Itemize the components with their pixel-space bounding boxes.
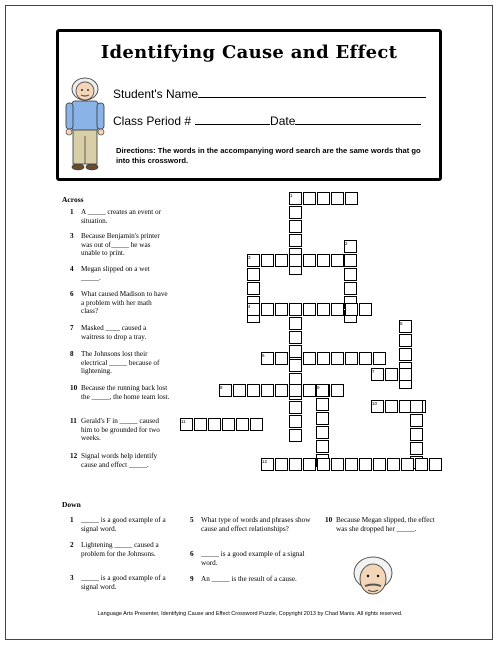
crossword-cell[interactable] [289, 220, 302, 233]
directions: Directions: The words in the accompanying word search are the same words that go into this crossword. [116, 146, 421, 165]
crossword-cell[interactable] [247, 282, 260, 295]
clue-text: What type of words and phrases show cause and effect relationships? [201, 516, 311, 533]
crossword-cell[interactable] [331, 458, 344, 471]
page-title: Identifying Cause and Effect [100, 42, 398, 63]
crossword-cell[interactable] [331, 303, 344, 316]
crossword-cell[interactable] [289, 234, 302, 247]
student-name-line [198, 86, 426, 98]
scientist-face-illustration [350, 553, 396, 603]
crossword-cell[interactable] [303, 384, 316, 397]
crossword-cell[interactable] [289, 384, 302, 397]
clue-text: Lightening _____ caused a problem for the Johnsons. [81, 541, 159, 558]
crossword-cell[interactable] [387, 458, 400, 471]
grid-clue-number: 5 [400, 321, 403, 326]
crossword-cell[interactable] [275, 303, 288, 316]
crossword-cell[interactable] [289, 317, 302, 330]
clue-text: A _____ creates an event or situation. [81, 208, 162, 225]
crossword-cell[interactable] [317, 352, 330, 365]
crossword-cell[interactable] [410, 428, 423, 441]
grid-clue-number: 11 [181, 419, 186, 424]
crossword-cell[interactable] [303, 192, 316, 205]
grid-clue-number: 3 [248, 255, 251, 260]
clue-number: 1 [70, 516, 74, 524]
crossword-cell[interactable] [317, 303, 330, 316]
class-period-line [195, 113, 270, 125]
crossword-cell[interactable] [410, 400, 423, 413]
crossword-cell[interactable] [250, 418, 263, 431]
crossword-cell[interactable] [275, 254, 288, 267]
crossword-cell[interactable] [399, 348, 412, 361]
crossword-cell[interactable] [317, 192, 330, 205]
clue-number: 1 [70, 208, 74, 216]
clue-number: 9 [190, 575, 194, 583]
crossword-cell[interactable] [194, 418, 207, 431]
crossword-cell[interactable] [359, 352, 372, 365]
crossword-cell[interactable] [208, 418, 221, 431]
crossword-cell[interactable] [303, 254, 316, 267]
crossword-cell[interactable] [399, 334, 412, 347]
crossword-cell[interactable] [344, 268, 357, 281]
crossword-cell[interactable] [331, 384, 344, 397]
clue-text: _____ is a good example of a signal word. [201, 550, 305, 567]
clue-number: 5 [190, 516, 194, 524]
clue-text: Because the running back lost the _____, the home team lost. [81, 384, 170, 401]
crossword-cell[interactable] [429, 458, 442, 471]
crossword-cell[interactable] [345, 303, 358, 316]
crossword-cell[interactable] [247, 384, 260, 397]
crossword-cell[interactable] [247, 268, 260, 281]
crossword-cell[interactable] [289, 401, 302, 414]
crossword-cell[interactable] [275, 458, 288, 471]
clue-text: The Johnsons lost their electrical _____ because of lightening. [81, 350, 160, 376]
crossword-cell[interactable] [410, 442, 423, 455]
crossword-cell[interactable] [373, 352, 386, 365]
date-label: Date [270, 114, 296, 128]
clue-text: _____ is a good example of a signal word. [81, 516, 166, 533]
grid-clue-number: 2 [345, 241, 348, 246]
clue-text: _____ is a good example of a signal word. [81, 574, 166, 591]
grid-clue-number: 7 [372, 369, 375, 374]
crossword-cell[interactable] [289, 254, 302, 267]
clue-number: 11 [70, 417, 77, 425]
crossword-cell[interactable] [399, 368, 412, 381]
crossword-cell[interactable] [289, 345, 302, 358]
clue-text: Because Benjamin's printer was out of_____ he was unable to print. [81, 232, 160, 258]
grid-clue-number: 1 [290, 193, 293, 198]
clue-text: Signal words help identify cause and effect _____. [81, 452, 158, 469]
crossword-cell[interactable] [289, 359, 302, 372]
crossword-cell[interactable] [317, 254, 330, 267]
crossword-cell[interactable] [303, 303, 316, 316]
across-heading: Across [62, 195, 84, 204]
crossword-cell[interactable] [344, 282, 357, 295]
crossword-cell[interactable] [261, 303, 274, 316]
clue-number: 4 [70, 265, 74, 273]
crossword-cell[interactable] [275, 352, 288, 365]
crossword-cell[interactable] [345, 192, 358, 205]
clue-text: What caused Madison to have a problem with her math class? [81, 290, 168, 316]
crossword-cell[interactable] [316, 440, 329, 453]
crossword-cell[interactable] [261, 254, 274, 267]
crossword-cell[interactable] [303, 458, 316, 471]
clue-number: 2 [70, 541, 74, 549]
class-period-label: Class Period # [113, 114, 192, 128]
crossword-cell[interactable] [303, 352, 316, 365]
student-name-label: Student's Name [113, 87, 199, 101]
clue-text: Gerald's F in _____ caused him to be grounded for two weeks. [81, 417, 160, 443]
copyright-footer: Language Arts Presenter, Identifying Cause and Effect Crossword Puzzle, Copyright 2013 by Chad Manis. All rights reserved. [97, 611, 403, 617]
crossword-cell[interactable] [289, 206, 302, 219]
grid-clue-number: 8 [220, 385, 223, 390]
crossword-cell[interactable] [261, 384, 274, 397]
crossword-cell[interactable] [316, 412, 329, 425]
down-heading: Down [62, 500, 81, 509]
crossword-cell[interactable] [373, 458, 386, 471]
crossword-cell[interactable] [401, 458, 414, 471]
clue-number: 10 [70, 384, 78, 392]
crossword-cell[interactable] [410, 414, 423, 427]
crossword-cell[interactable] [316, 398, 329, 411]
clue-number: 6 [70, 290, 74, 298]
clue-number: 10 [325, 516, 333, 524]
clue-number: 6 [190, 550, 194, 558]
clue-text: Because Megan slipped, the effect was she dropped her _____. [336, 516, 435, 533]
crossword-cell[interactable] [317, 458, 330, 471]
student-name-field[interactable] [113, 86, 426, 101]
crossword-cell[interactable] [233, 384, 246, 397]
crossword-cell[interactable] [316, 426, 329, 439]
clue-number: 8 [70, 350, 74, 358]
crossword-cell[interactable] [415, 458, 428, 471]
crossword-cell[interactable] [289, 429, 302, 442]
crossword-cell[interactable] [289, 303, 302, 316]
crossword-cell[interactable] [331, 352, 344, 365]
date-line [295, 113, 421, 125]
grid-clue-number: 4 [248, 304, 251, 309]
crossword-cell[interactable] [344, 254, 357, 267]
crossword-cell[interactable] [289, 458, 302, 471]
crossword-cell[interactable] [385, 368, 398, 381]
crossword-cell[interactable] [331, 192, 344, 205]
grid-clue-number: 9 [317, 385, 320, 390]
crossword-cell[interactable] [345, 352, 358, 365]
crossword-cell[interactable] [345, 458, 358, 471]
clue-number: 7 [70, 324, 74, 332]
crossword-cell[interactable] [331, 254, 344, 267]
clue-text: Megan slipped on a wet _____. [81, 265, 150, 282]
crossword-cell[interactable] [289, 331, 302, 344]
clue-number: 12 [70, 452, 78, 460]
crossword-cell[interactable] [275, 384, 288, 397]
grid-clue-number: 6 [262, 353, 265, 358]
clue-number: 3 [70, 232, 74, 240]
scientist-illustration [64, 76, 106, 174]
crossword-cell[interactable] [289, 415, 302, 428]
grid-clue-number: 12 [262, 459, 268, 464]
crossword-cell[interactable] [236, 418, 249, 431]
clue-number: 3 [70, 574, 74, 582]
class-period-field[interactable] [113, 113, 421, 128]
crossword-cell[interactable] [222, 418, 235, 431]
crossword-cell[interactable] [359, 303, 372, 316]
grid-clue-number: 10 [372, 401, 378, 406]
crossword-cell[interactable] [385, 400, 398, 413]
clue-text: An _____ is the result of a cause. [201, 575, 297, 583]
crossword-cell[interactable] [359, 458, 372, 471]
clue-text: Masked ____ caused a waitress to drop a tray. [81, 324, 147, 341]
